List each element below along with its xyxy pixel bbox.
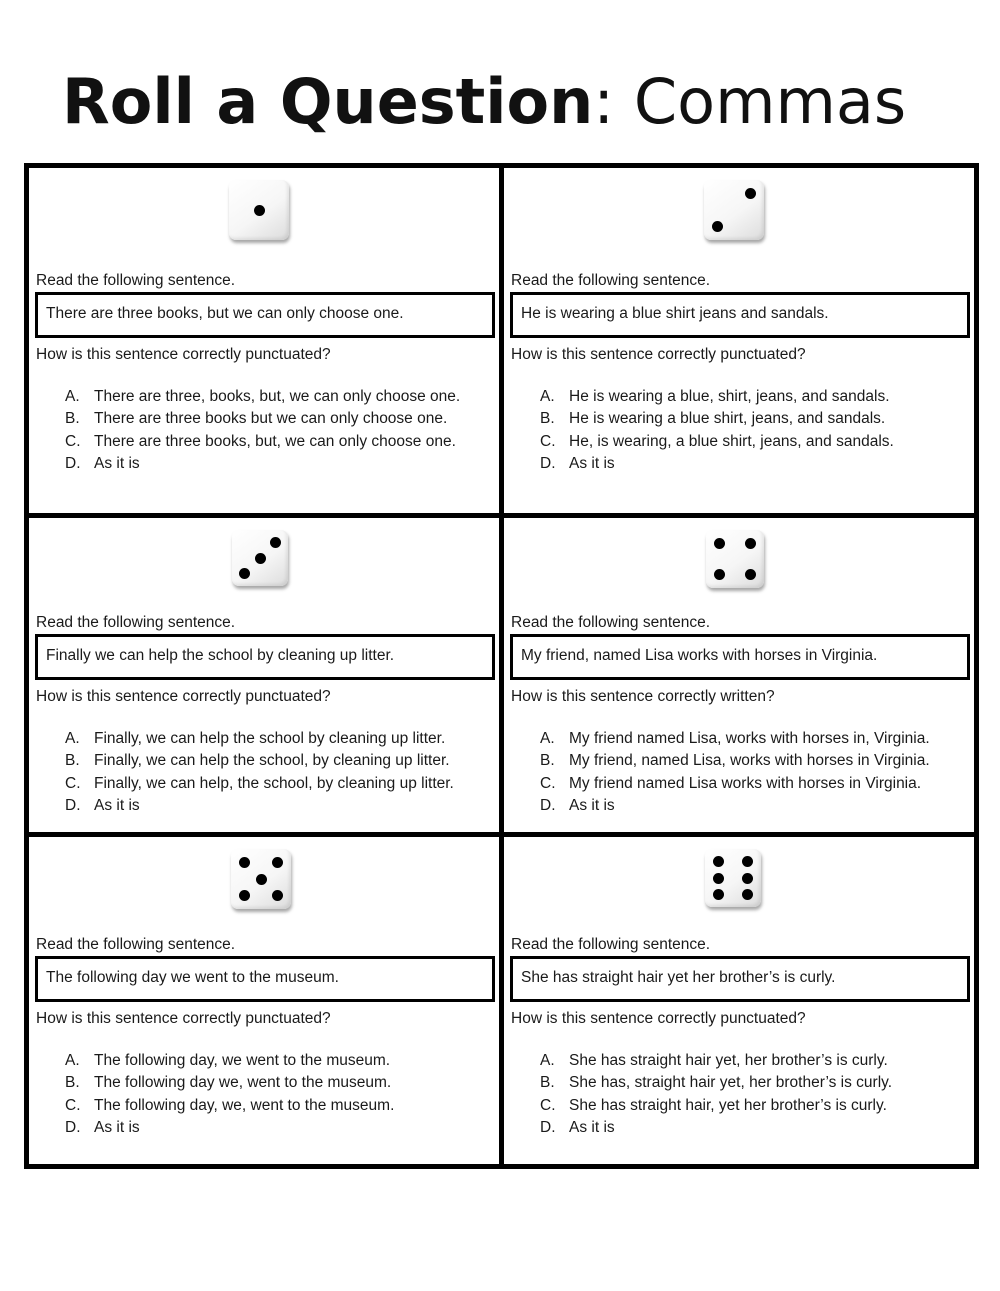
die-pip xyxy=(714,569,725,580)
die-pip xyxy=(254,205,265,216)
read-prompt: Read the following sentence. xyxy=(36,936,236,953)
die-pip xyxy=(714,538,725,549)
question-text: How is this sentence correctly punctuated? xyxy=(36,688,331,705)
question-card-2 xyxy=(504,168,974,513)
die-pip xyxy=(742,856,753,867)
answer-options xyxy=(65,728,499,817)
die-pip xyxy=(742,873,753,884)
die-pip xyxy=(272,890,283,901)
answer-option-d[interactable]: D. As it is xyxy=(65,454,140,472)
question-card-1 xyxy=(29,168,499,513)
answer-options xyxy=(65,386,499,475)
die-pip xyxy=(270,537,281,548)
answer-option-d[interactable]: D. As it is xyxy=(540,454,615,472)
answer-option-d[interactable]: D. As it is xyxy=(540,796,615,814)
sentence-box: She has straight hair yet her brother’s is curly. xyxy=(510,956,970,1002)
answer-option-d[interactable]: D. As it is xyxy=(540,1118,615,1136)
read-prompt: Read the following sentence. xyxy=(511,936,711,953)
answer-option-c[interactable]: C. The following day, we, went to the museum. xyxy=(65,1096,395,1114)
answer-option-a[interactable]: A. Finally, we can help the school by cleaning up litter. xyxy=(65,730,446,747)
page-title-bold: Roll a Question xyxy=(62,65,594,138)
die-pip xyxy=(256,874,267,885)
answer-option-c[interactable]: C. There are three books, but, we can only choose one. xyxy=(65,432,456,450)
read-prompt: Read the following sentence. xyxy=(36,614,236,631)
die-six-icon xyxy=(705,849,761,907)
die-one-icon xyxy=(229,180,289,240)
question-card-5 xyxy=(29,837,499,1164)
die-five-icon xyxy=(231,849,291,909)
answer-options xyxy=(540,386,974,475)
answer-option-b[interactable]: B. My friend, named Lisa, works with horses in Virginia. xyxy=(540,752,930,770)
die-pip xyxy=(239,857,250,868)
answer-option-a[interactable]: A. The following day, we went to the museum. xyxy=(65,1052,391,1069)
die-pip xyxy=(742,889,753,900)
answer-option-b[interactable]: B. He is wearing a blue shirt, jeans, and sandals. xyxy=(540,410,886,428)
die-pip xyxy=(713,873,724,884)
answer-option-a[interactable]: A. She has straight hair yet, her brother’s is curly. xyxy=(540,1052,888,1069)
answer-option-a[interactable]: A. There are three, books, but, we can only choose one. xyxy=(65,388,461,405)
die-pip xyxy=(745,538,756,549)
die-four-icon xyxy=(706,530,764,588)
die-pip xyxy=(745,188,756,199)
answer-option-c[interactable]: C. He, is wearing, a blue shirt, jeans, and sandals. xyxy=(540,432,894,450)
die-pip xyxy=(713,856,724,867)
read-prompt: Read the following sentence. xyxy=(36,272,236,289)
question-card-6 xyxy=(504,837,974,1164)
question-card-3 xyxy=(29,518,499,832)
sentence-box: He is wearing a blue shirt jeans and sandals. xyxy=(510,292,970,338)
read-prompt: Read the following sentence. xyxy=(511,614,711,631)
answer-option-c[interactable]: C. She has straight hair, yet her brother’s is curly. xyxy=(540,1096,887,1114)
answer-option-a[interactable]: A. My friend named Lisa, works with horses in, Virginia. xyxy=(540,730,930,747)
question-text: How is this sentence correctly punctuated? xyxy=(511,1010,806,1027)
read-prompt: Read the following sentence. xyxy=(511,272,711,289)
sentence-box: The following day we went to the museum. xyxy=(35,956,495,1002)
sentence-box: My friend, named Lisa works with horses in Virginia. xyxy=(510,634,970,680)
question-text: How is this sentence correctly punctuated? xyxy=(36,346,331,363)
answer-option-c[interactable]: C. My friend named Lisa works with horses in Virginia. xyxy=(540,774,922,792)
sentence-box: Finally we can help the school by cleaning up litter. xyxy=(35,634,495,680)
die-two-icon xyxy=(704,180,764,240)
die-pip xyxy=(272,857,283,868)
answer-option-b[interactable]: B. The following day we, went to the museum. xyxy=(65,1074,392,1092)
answer-option-b[interactable]: B. There are three books but we can only choose one. xyxy=(65,410,448,428)
question-text: How is this sentence correctly written? xyxy=(511,688,775,705)
page-title xyxy=(62,62,906,142)
answer-option-d[interactable]: D. As it is xyxy=(65,1118,140,1136)
question-grid xyxy=(24,163,979,1169)
answer-options xyxy=(65,1050,499,1139)
answer-option-a[interactable]: A. He is wearing a blue, shirt, jeans, and sandals. xyxy=(540,388,890,405)
answer-option-b[interactable]: B. She has, straight hair yet, her brother’s is curly. xyxy=(540,1074,893,1092)
answer-option-c[interactable]: C. Finally, we can help, the school, by cleaning up litter. xyxy=(65,774,454,792)
answer-option-b[interactable]: B. Finally, we can help the school, by cleaning up litter. xyxy=(65,752,450,770)
die-pip xyxy=(239,890,250,901)
answer-option-d[interactable]: D. As it is xyxy=(65,796,140,814)
page-title-rest: : Commas xyxy=(593,65,907,138)
die-pip xyxy=(713,889,724,900)
die-pip xyxy=(255,553,266,564)
die-pip xyxy=(712,221,723,232)
die-pip xyxy=(239,568,250,579)
die-pip xyxy=(745,569,756,580)
answer-options xyxy=(540,728,974,817)
answer-options xyxy=(540,1050,974,1139)
question-card-4 xyxy=(504,518,974,832)
question-text: How is this sentence correctly punctuated? xyxy=(511,346,806,363)
sentence-box: There are three books, but we can only choose one. xyxy=(35,292,495,338)
question-text: How is this sentence correctly punctuated? xyxy=(36,1010,331,1027)
die-three-icon xyxy=(232,530,288,586)
